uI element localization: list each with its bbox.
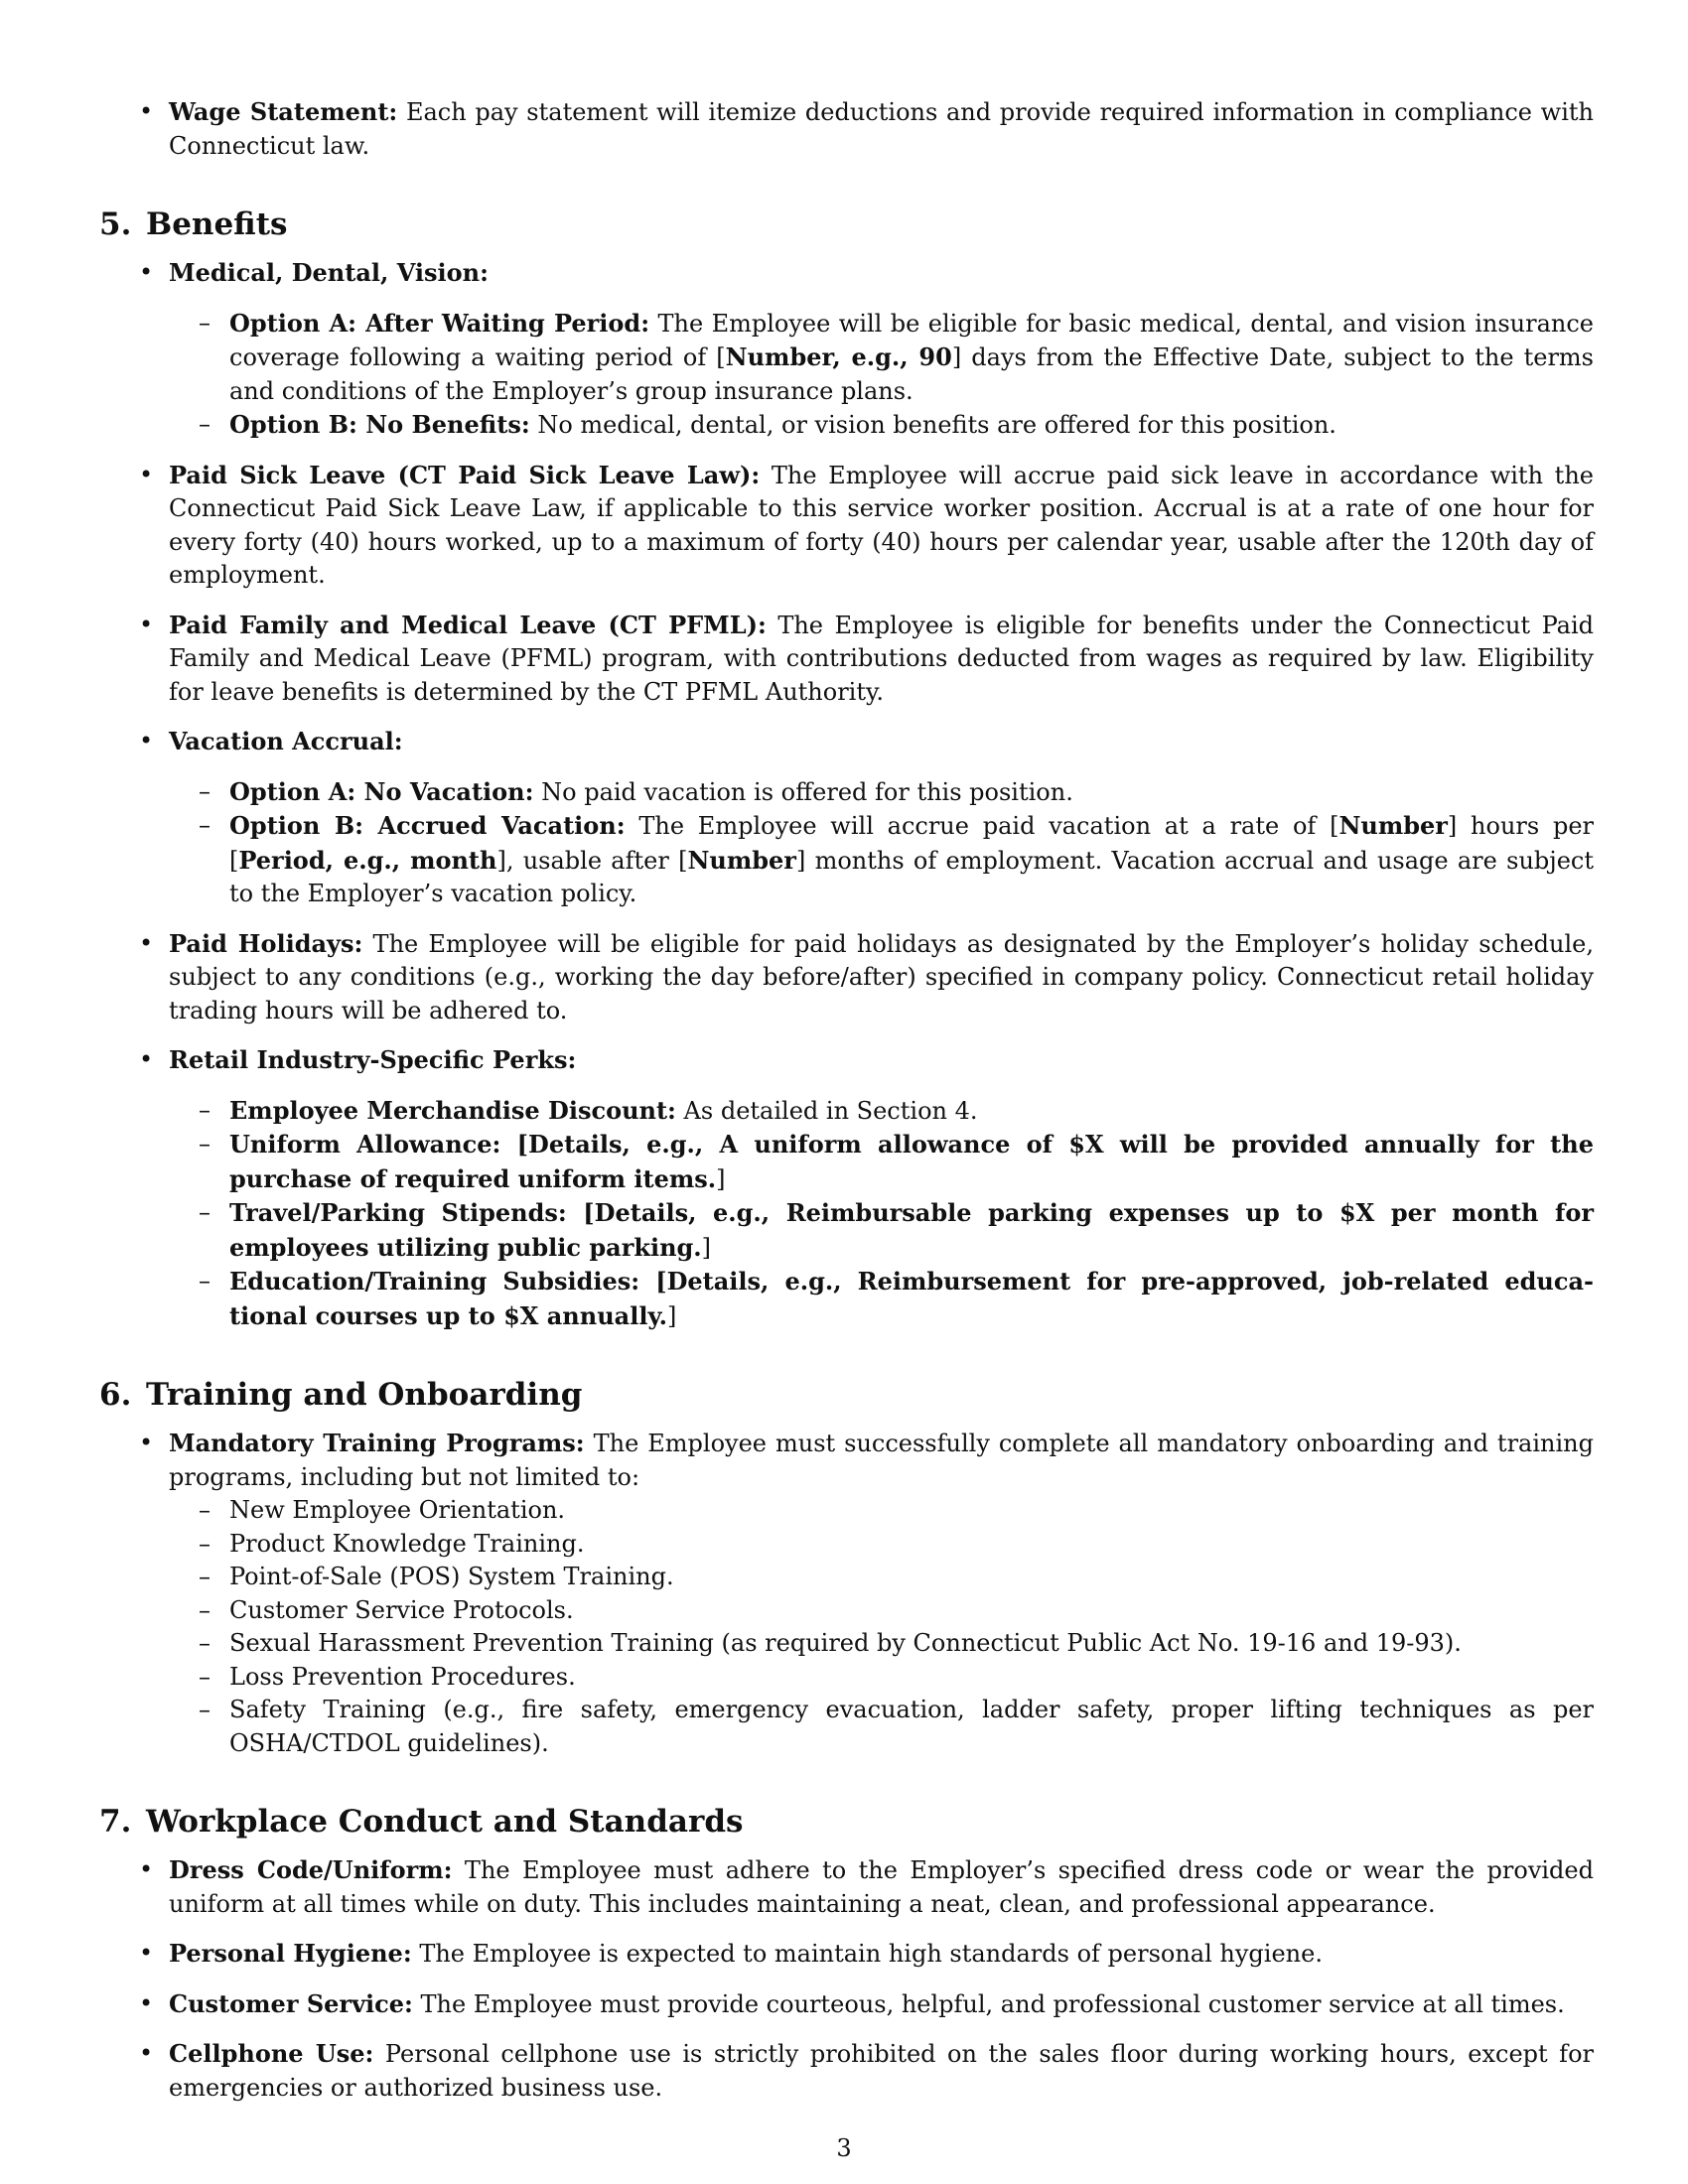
- training-item: – Sexual Harassment Prevention Training (as required by Connecticut Public Act No. 19-16 and 19-93).: [99, 1627, 1594, 1661]
- perk-travel-close: ]: [701, 1233, 712, 1262]
- page-content: [99, 95, 1594, 2105]
- mandatory-training-text: The Employee must successfully complete all mandatory onboarding and training programs, including but not limited to:: [169, 1430, 1594, 1491]
- customer-service-item: [99, 1987, 1594, 2022]
- perks-item: [99, 1043, 1594, 1078]
- vacation-option-a: [99, 775, 1594, 810]
- perk-discount: [99, 1094, 1594, 1129]
- section-7-number: 7.: [99, 1804, 132, 1840]
- vacation-rate-placeholder: Number: [1338, 811, 1448, 840]
- medical-label: Medical, Dental, Vision:: [169, 258, 489, 287]
- wage-statement-item: [99, 95, 1594, 163]
- page-number: 3: [836, 2134, 852, 2162]
- vacation-option-b-label: Option B: Accrued Vacation:: [229, 811, 626, 840]
- vacation-option-b-text-4: ] months of employment. Vacation accrual and usage are subject to the Employer’s vacation policy.: [229, 846, 1594, 907]
- perk-uniform-text: [Details, e.g., A uniform allowance of $X will be provided annually for the purchase of required uniform items.: [229, 1130, 1594, 1193]
- section-6-title: Training and Onboarding: [146, 1377, 583, 1413]
- holidays-label: Paid Holidays:: [169, 928, 363, 958]
- medical-option-a-text-2: ] days from the Effective Date, subject to the terms and conditions of the Employer’s group insurance plans.: [229, 343, 1594, 405]
- vacation-item: [99, 725, 1594, 759]
- section-5-title: Benefits: [146, 206, 288, 242]
- perk-travel-text: [Details, e.g., Reimbursable parking expenses up to $X per month for employees utilizing public parking.: [229, 1198, 1595, 1262]
- sick-leave-item: [99, 459, 1594, 593]
- perk-uniform-label: Uniform Allowance:: [229, 1130, 501, 1159]
- holidays-item: [99, 927, 1594, 1028]
- medical-option-b-label: Option B: No Benefits:: [229, 410, 530, 439]
- section-5-number: 5.: [99, 206, 132, 242]
- vacation-option-b-text-2: ] hours per [: [229, 812, 1595, 875]
- training-item: – Customer Service Protocols.: [99, 1594, 1594, 1628]
- medical-option-a-text-1: The Employee will be eligible for basic medical, dental, and vision insurance coverage following a waiting period of [: [229, 309, 1594, 371]
- vacation-period-placeholder: Period, e.g., month: [238, 845, 497, 875]
- hygiene-item: [99, 1937, 1594, 1972]
- medical-option-b: [99, 408, 1594, 443]
- pfml-item: [99, 609, 1594, 710]
- vacation-option-a-text: No paid vacation is offered for this position.: [533, 777, 1073, 806]
- perk-discount-text: As detailed in Section 4.: [675, 1096, 978, 1125]
- perk-uniform: [99, 1128, 1594, 1196]
- vacation-label: Vacation Accrual:: [169, 727, 403, 755]
- vacation-option-b-text-3: ], usable after [: [496, 846, 688, 875]
- perks-label: Retail Industry-Specific Perks:: [169, 1045, 577, 1074]
- section-7-title: Workplace Conduct and Standards: [146, 1804, 744, 1840]
- cellphone-label: Cellphone Use:: [169, 2039, 374, 2068]
- vacation-options: [99, 775, 1594, 911]
- waiting-period-placeholder: Number, e.g., 90: [725, 342, 952, 371]
- perk-travel-label: Travel/Parking Stipends:: [229, 1198, 567, 1227]
- customer-service-text: The Employee must provide courteous, helpful, and professional customer service at all times.: [412, 1989, 1565, 2018]
- training-item: – Point-of-Sale (POS) System Training.: [99, 1561, 1594, 1594]
- perk-education-text: [Details, e.g., Reimbursement for pre-approved, job-related educa-tional courses up to $X annually.: [229, 1267, 1595, 1330]
- mandatory-training-label: Mandatory Training Programs:: [169, 1429, 585, 1457]
- wage-statement-text: Each pay statement will itemize deductions and provide required information in compliance with Connecticut law.: [169, 98, 1594, 160]
- vacation-option-b: [99, 809, 1594, 911]
- sick-leave-text: The Employee will accrue paid sick leave in accordance with the Connecticut Paid Sick Leave Law, if applicable to this service worker position. Accrual is at a rate of one hour for every forty (40) hours worked, up to a maximum of forty (40) hours per calendar year, usable after the 120th day of employment.: [169, 461, 1594, 589]
- medical-option-a-label: Option A: After Waiting Period:: [229, 308, 650, 338]
- mandatory-training-item: [99, 1427, 1594, 1494]
- hygiene-text: The Employee is expected to maintain high standards of personal hygiene.: [411, 1940, 1323, 1968]
- training-item: – Safety Training (e.g., fire safety, emergency evacuation, ladder safety, proper lifting techniques as per OSHA/CTDOL guidelines).: [99, 1694, 1594, 1760]
- perk-education-close: ]: [667, 1301, 677, 1330]
- pfml-text: The Employee is eligible for benefits under the Connecticut Paid Family and Medical Leave (PFML) program, with contributions deducted from wages as required by law. Eligibility for leave benefits is determined by the CT PFML Authority.: [169, 611, 1594, 706]
- perk-discount-label: Employee Merchandise Discount:: [229, 1095, 676, 1125]
- section-7-heading: [99, 1802, 1594, 1842]
- medical-item: [99, 256, 1594, 291]
- vacation-months-placeholder: Number: [687, 845, 796, 875]
- perks-list: [99, 1094, 1594, 1334]
- training-list: [99, 1494, 1594, 1760]
- training-item: – Product Knowledge Training.: [99, 1528, 1594, 1562]
- perk-education: [99, 1265, 1594, 1333]
- dress-code-label: Dress Code/Uniform:: [169, 1855, 453, 1884]
- perk-education-label: Education/Training Subsidies:: [229, 1267, 640, 1296]
- section-5-heading: [99, 205, 1594, 244]
- medical-option-b-text: No medical, dental, or vision benefits are offered for this position.: [529, 411, 1336, 439]
- wage-statement-label: Wage Statement:: [169, 97, 398, 126]
- training-item: – Loss Prevention Procedures.: [99, 1661, 1594, 1695]
- training-item: – New Employee Orientation.: [99, 1494, 1594, 1528]
- vacation-option-a-label: Option A: No Vacation:: [229, 776, 534, 806]
- sick-leave-label: Paid Sick Leave (CT Paid Sick Leave Law):: [169, 460, 761, 489]
- section-6-heading: [99, 1375, 1594, 1415]
- customer-service-label: Customer Service:: [169, 1988, 413, 2018]
- dress-code-item: [99, 1853, 1594, 1921]
- hygiene-label: Personal Hygiene:: [169, 1939, 412, 1968]
- section-6-number: 6.: [99, 1377, 132, 1413]
- perk-uniform-close: ]: [716, 1164, 726, 1193]
- medical-option-a: [99, 307, 1594, 409]
- cellphone-text: Personal cellphone use is strictly prohibited on the sales floor during working hours, except for emergencies or authorized business use.: [169, 2040, 1594, 2102]
- perk-travel: [99, 1196, 1594, 1265]
- dress-code-text: The Employee must adhere to the Employer’s specified dress code or wear the provided uniform at all times while on duty. This includes maintaining a neat, clean, and professional appearance.: [169, 1856, 1594, 1918]
- vacation-option-b-text-1: The Employee will accrue paid vacation at a rate of [: [625, 812, 1339, 840]
- holidays-text: The Employee will be eligible for paid holidays as designated by the Employer’s holiday schedule, subject to any conditions (e.g., working the day before/after) specified in company policy. Connecticut retail holiday trading hours will be adhered to.: [169, 929, 1594, 1024]
- medical-options: [99, 307, 1594, 443]
- pfml-label: Paid Family and Medical Leave (CT PFML):: [169, 610, 767, 639]
- cellphone-item: [99, 2037, 1594, 2105]
